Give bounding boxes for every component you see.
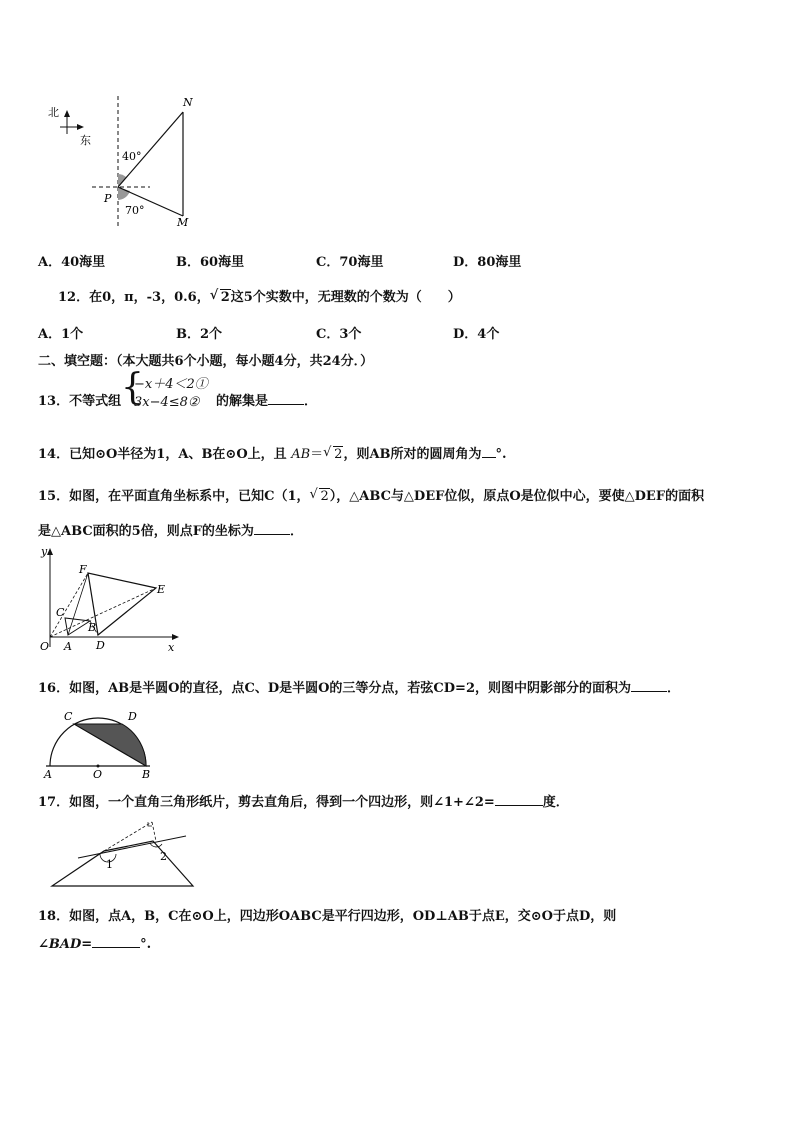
q11-options [38, 251, 598, 269]
q12-option-b[interactable]: B．2个 [176, 327, 223, 342]
q12-option-d[interactable]: D．4个 [453, 327, 500, 342]
q15-end: ． [289, 524, 303, 539]
q15-line1-before: 15．如图，在平面直角坐标系中，已知C（1， [38, 489, 310, 504]
q11-option-a[interactable]: A．40海里 [38, 255, 106, 270]
q13-line1: −x＋4＜2① [134, 377, 208, 392]
q11-option-d[interactable]: D．80海里 [453, 255, 522, 270]
question-16 [38, 677, 680, 696]
sqrt-2: √ 2 [309, 487, 329, 504]
question-14 [38, 443, 507, 462]
q14-end: °. [495, 447, 507, 462]
label-A: A [44, 768, 52, 781]
q17-end: 度． [542, 795, 569, 810]
question-15-line1 [38, 485, 704, 504]
q18-line2-prefix: ∠BAD= [38, 937, 93, 952]
label-C: C [64, 710, 73, 723]
label-O: O [93, 768, 103, 781]
q16-text: 16．如图，AB是半圆O的直径，点C、D是半圆O的三等分点，若弦CD=2，则图中阴影部分的面积为 [38, 681, 631, 696]
q14-answer-blank[interactable] [482, 446, 496, 458]
radicand: 2 [334, 447, 343, 462]
q13-answer-blank[interactable] [268, 393, 304, 405]
q15-line1-after: ），△ABC与△DEF位似，原点O是位似中心，要使△DEF的面积 [329, 489, 705, 504]
question-13 [38, 367, 438, 418]
radicand: 2 [220, 290, 230, 305]
label-N: N [183, 96, 193, 109]
q14-suffix: ，则AB所对的圆周角为 [343, 447, 482, 462]
label-P: P [104, 192, 112, 205]
figure-q16-semicircle [38, 704, 158, 782]
q14-prefix: 14．已知⊙O半径为1，A、B在⊙O上，且 [38, 447, 287, 462]
q15-answer-blank[interactable] [254, 523, 290, 535]
label-B: B [88, 621, 97, 634]
q11-option-b[interactable]: B．60海里 [176, 255, 245, 270]
q12-option-c[interactable]: C．3个 [316, 327, 362, 342]
label-E: E [157, 583, 166, 596]
q12-options [38, 323, 598, 341]
radicand: 2 [320, 489, 329, 504]
q17-text: 17．如图，一个直角三角形纸片，剪去直角后，得到一个四边形，则∠1+∠2= [38, 795, 495, 810]
question-15-line2 [38, 520, 303, 539]
q18-end: °. [140, 937, 152, 952]
q17-answer-blank[interactable] [495, 794, 543, 806]
label-D: D [128, 710, 137, 723]
section-2-heading: 二、填空题：（本大题共6个小题，每小题4分，共24分．） [38, 354, 374, 369]
q18-answer-blank[interactable] [92, 936, 140, 948]
q16-answer-blank[interactable] [631, 680, 667, 692]
label-C: C [56, 606, 65, 619]
question-18-line2 [38, 936, 151, 952]
question-12 [58, 286, 461, 305]
axis-label-x: x [168, 641, 175, 654]
q12-text-after: 这5个实数中，无理数的个数为（ ） [230, 290, 461, 305]
label-east: 东 [80, 134, 91, 147]
q13-line2: 3x−4≤8② [134, 395, 200, 410]
sqrt-2: √ 2 [209, 288, 230, 305]
figure-q17-triangle [48, 816, 198, 890]
angle-label-2: 2 [160, 850, 167, 863]
question-18-line1: 18．如图，点A，B，C在⊙O上，四边形OABC是平行四边形，OD⊥AB于点E，交⊙O于点D，则 [38, 909, 617, 924]
q15-line2: 是△ABC面积的5倍，则点F的坐标为 [38, 524, 254, 539]
q11-option-c[interactable]: C．70海里 [316, 255, 384, 270]
sqrt-2: √ 2 [323, 445, 343, 462]
figure-q15-coordinate-diagram [36, 543, 186, 655]
label-O: O [40, 640, 50, 653]
q12-option-a[interactable]: A．1个 [38, 327, 84, 342]
q14-ab: AB [291, 447, 311, 462]
q13-end: ． [304, 394, 318, 409]
q14-eq: ＝ [310, 447, 324, 462]
label-north: 北 [48, 106, 59, 119]
label-M: M [177, 216, 189, 229]
question-17 [38, 791, 569, 810]
brace: { [121, 367, 144, 408]
axis-label-y: y [41, 545, 48, 558]
label-A: A [64, 640, 72, 653]
q16-end: ． [667, 681, 681, 696]
angle-label-1: 1 [106, 858, 113, 871]
label-F: F [79, 563, 87, 576]
q13-prefix: 13．不等式组 [38, 394, 122, 409]
label-angle-40: 40° [122, 150, 142, 163]
figure-q11-bearing-diagram [40, 92, 220, 232]
label-angle-70: 70° [125, 204, 145, 217]
q13-system [121, 367, 208, 412]
q13-suffix: 的解集是 [216, 394, 269, 409]
label-D: D [96, 639, 105, 652]
q12-text-before: 12．在0，π，-3，0.6， [58, 290, 210, 305]
label-B: B [142, 768, 151, 781]
